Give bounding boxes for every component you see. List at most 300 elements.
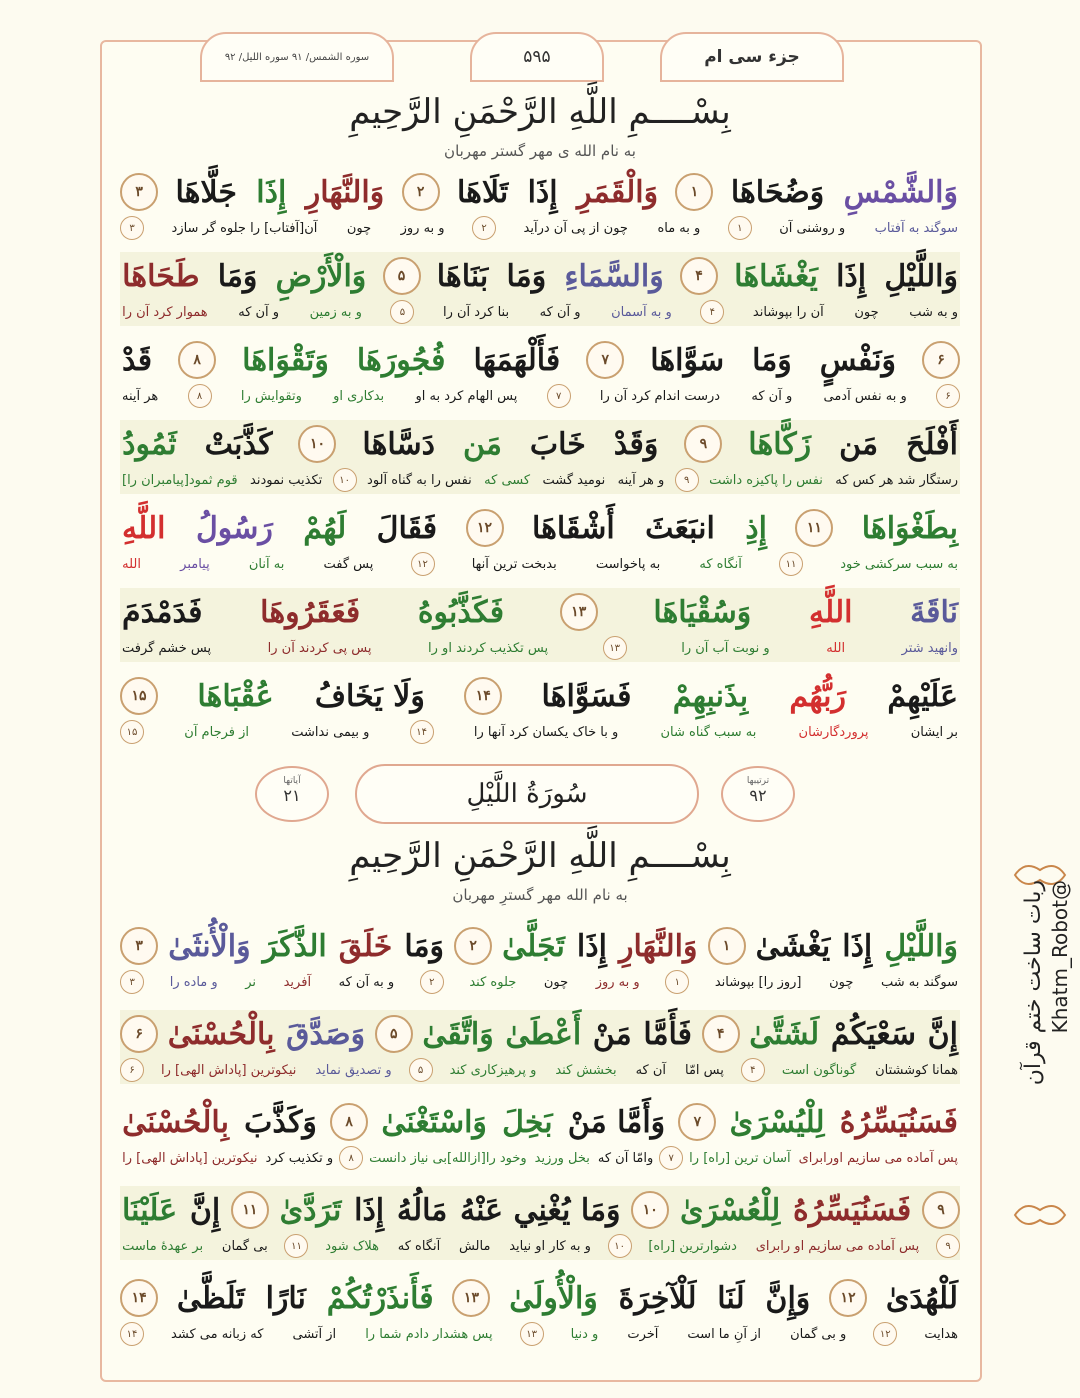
arabic-word: فَعَقَرُوهَا bbox=[260, 594, 361, 630]
verse-row bbox=[120, 1186, 960, 1260]
translation-phrase: دشوارترین [راه] bbox=[648, 1238, 737, 1254]
arabic-word: وَلَا يَخَافُ bbox=[314, 678, 425, 714]
translation-phrase: پروردگارشان bbox=[798, 724, 869, 740]
translation-phrase: پس الهام کرد به او bbox=[415, 388, 518, 404]
translation-phrase: پس هشدار دادم شما را bbox=[365, 1326, 493, 1342]
translation-phrase: همانا کوششتان bbox=[875, 1062, 958, 1078]
verse-number-marker: ۲ bbox=[402, 173, 440, 211]
verse-number-marker: ۱۳ bbox=[520, 1322, 544, 1346]
verse-number-marker: ۴ bbox=[680, 257, 718, 295]
arabic-word: أَشْقَاهَا bbox=[531, 510, 615, 546]
arabic-word: فَكَذَّبُوهُ bbox=[417, 594, 505, 630]
arabic-word: بِطَغْوَاهَا bbox=[861, 510, 958, 546]
translation-phrase: و تکذیب کرد bbox=[265, 1150, 334, 1166]
arabic-line bbox=[120, 1100, 960, 1144]
translation-phrase: بی گمان bbox=[221, 1238, 268, 1254]
verse-number-marker: ۶ bbox=[922, 341, 960, 379]
arabic-line bbox=[120, 1276, 960, 1320]
translation-phrase: آنگاه که bbox=[699, 556, 742, 572]
verse-row bbox=[120, 1010, 960, 1084]
verse-number-marker: ۸ bbox=[339, 1146, 363, 1170]
verse-number-marker: ۳ bbox=[120, 173, 158, 211]
verse-number-marker: ۱۲ bbox=[466, 509, 504, 547]
verse-number-marker: ۳ bbox=[120, 970, 144, 994]
translation-line bbox=[120, 720, 960, 744]
translation-phrase: هر آینه bbox=[122, 388, 159, 404]
arabic-word: اللَّهِ bbox=[122, 510, 166, 546]
ayat-value: ۲۱ bbox=[283, 786, 301, 805]
arabic-line bbox=[120, 338, 960, 382]
translation-phrase: آخرت bbox=[627, 1326, 659, 1342]
arabic-line bbox=[120, 590, 960, 634]
translation-phrase: و به ماه bbox=[657, 220, 701, 236]
verse-number-marker: ۱۳ bbox=[560, 593, 598, 631]
translation-phrase: به پاخواست bbox=[595, 556, 661, 572]
translation-phrase: و دنیا bbox=[570, 1326, 599, 1342]
translation-phrase: بخل ورزید bbox=[534, 1150, 590, 1166]
verse-number-marker: ۱۳ bbox=[603, 636, 627, 660]
arabic-word: وَالْأُنثَىٰ bbox=[168, 928, 251, 964]
arabic-line bbox=[120, 170, 960, 214]
translation-phrase: و بی گمان bbox=[790, 1326, 847, 1342]
verse-row bbox=[120, 588, 960, 662]
arabic-word: فَأَنذَرْتُكُمْ bbox=[326, 1280, 434, 1316]
sura-names-header: سوره الشمس/ ۹۱ سوره اللیل/ ۹۲ bbox=[200, 32, 394, 82]
translation-phrase: چون bbox=[829, 974, 854, 990]
verse-number-marker: ۹ bbox=[684, 425, 722, 463]
translation-line bbox=[120, 300, 960, 324]
arabic-word: بَخِلَ bbox=[502, 1104, 553, 1140]
verse-number-marker: ۵ bbox=[383, 257, 421, 295]
verse-number-marker: ۱ bbox=[708, 927, 746, 965]
arabic-word: وَاللَّيْلِ bbox=[884, 258, 958, 294]
arabic-line bbox=[120, 254, 960, 298]
arabic-word: فَدَمْدَمَ bbox=[122, 594, 203, 630]
ayat-count-badge bbox=[255, 766, 329, 822]
translation-phrase: و به کار او نیاید bbox=[509, 1238, 591, 1254]
arabic-word: لَنَا bbox=[717, 1280, 745, 1316]
arabic-word: فَسَوَّاهَا bbox=[541, 678, 632, 714]
arabic-word: وَاسْتَغْنَىٰ bbox=[381, 1104, 487, 1140]
verse-number-marker: ۱ bbox=[728, 216, 752, 240]
arabic-word: وَالنَّهَارِ bbox=[618, 928, 698, 964]
sura-title-band bbox=[255, 762, 795, 824]
translation-phrase: آسان ترین [راه] را bbox=[689, 1150, 791, 1166]
arabic-word: وَالشَّمْسِ bbox=[843, 174, 958, 210]
verse-number-marker: ۱۰ bbox=[333, 468, 357, 492]
translation-phrase: و به زمین bbox=[309, 304, 362, 320]
translation-phrase: و روشنی آن bbox=[779, 220, 846, 236]
translation-phrase: قوم ثمود[پیامبران را] bbox=[122, 472, 238, 488]
verse-row bbox=[120, 168, 960, 242]
translation-phrase: که زبانه می کشد bbox=[171, 1326, 264, 1342]
arabic-word: يَغْشَىٰ bbox=[755, 928, 831, 964]
translation-phrase: کسی که bbox=[484, 472, 531, 488]
arabic-word: فَقَالَ bbox=[376, 510, 438, 546]
arabic-word: إِذَا bbox=[836, 258, 867, 294]
arabic-line bbox=[120, 1188, 960, 1232]
verse-number-marker: ۱۱ bbox=[231, 1191, 269, 1229]
translation-phrase: و پرهیزکاری کند bbox=[449, 1062, 537, 1078]
translation-phrase: به آنان bbox=[248, 556, 285, 572]
translation-phrase: به سبب سرکشی خود bbox=[840, 556, 958, 572]
verse-number-marker: ۵ bbox=[409, 1058, 433, 1082]
arabic-word: لَهُمْ bbox=[303, 510, 347, 546]
translation-phrase: و به روز bbox=[595, 974, 640, 990]
bismillah-arabic: بِسْــــمِ اللَّهِ الرَّحْمَنِ الرَّحِيمِ bbox=[349, 92, 731, 132]
arabic-word: زَكَّاهَا bbox=[748, 426, 812, 462]
translation-phrase: وانهید شتر bbox=[901, 640, 958, 656]
translation-phrase: هموار کرد آن را bbox=[122, 304, 208, 320]
arabic-word: اللَّهِ bbox=[808, 594, 853, 630]
arabic-word: الذَّكَرَ bbox=[262, 928, 327, 964]
verse-number-marker: ۱۴ bbox=[464, 677, 502, 715]
arabic-word: وَالْأُولَىٰ bbox=[509, 1280, 598, 1316]
verse-number-marker: ۱۱ bbox=[779, 552, 803, 576]
order-label: ترتيبها bbox=[746, 776, 770, 786]
translation-phrase: گوناگون است bbox=[781, 1062, 857, 1078]
verse-row bbox=[120, 1274, 960, 1348]
translation-phrase: و به روز bbox=[400, 220, 445, 236]
verse-number-marker: ۲ bbox=[454, 927, 492, 965]
arabic-word: وَمَا bbox=[404, 928, 445, 964]
arabic-word: مَن bbox=[839, 426, 879, 462]
translation-line bbox=[120, 384, 960, 408]
arabic-word: فُجُورَهَا bbox=[356, 342, 446, 378]
arabic-word: لِلْيُسْرَىٰ bbox=[729, 1104, 825, 1140]
arabic-word: وَصَدَّقَ bbox=[286, 1016, 366, 1052]
arabic-word: عَلَيْهِمْ bbox=[887, 678, 958, 714]
translation-phrase: پس امّا bbox=[685, 1062, 724, 1078]
verse-number-marker: ۱۰ bbox=[298, 425, 336, 463]
arabic-word: وَتَقْوَاهَا bbox=[242, 342, 329, 378]
arabic-word: وَالنَّهَارِ bbox=[305, 174, 385, 210]
sura-order-badge bbox=[721, 766, 795, 822]
arabic-word: تَجَلَّىٰ bbox=[502, 928, 565, 964]
arabic-word: ثَمُودُ bbox=[122, 426, 177, 462]
translation-phrase: آنگاه که bbox=[397, 1238, 441, 1254]
arabic-word: أَفْلَحَ bbox=[906, 426, 958, 462]
arabic-word: رَسُولُ bbox=[195, 510, 273, 546]
verse-number-marker: ۱۴ bbox=[120, 1322, 144, 1346]
translation-phrase: آن که bbox=[635, 1062, 667, 1078]
arabic-word: سَوَّاهَا bbox=[650, 342, 725, 378]
translation-phrase: و به نفس آدمی bbox=[823, 388, 907, 404]
verse-number-marker: ۷ bbox=[659, 1146, 683, 1170]
juz-label: جزء سی ام bbox=[660, 32, 844, 82]
verse-number-marker: ۹ bbox=[936, 1234, 960, 1258]
translation-phrase: و نوبت آب آن را bbox=[681, 640, 770, 656]
arabic-word: مَنْ bbox=[592, 1016, 632, 1052]
arabic-word: إِذَا bbox=[256, 174, 287, 210]
translation-phrase: و بیمی نداشت bbox=[291, 724, 370, 740]
arabic-word: وَمَا bbox=[752, 342, 792, 378]
translation-phrase: چون bbox=[543, 974, 569, 990]
arabic-word: مَن bbox=[463, 426, 502, 462]
arabic-line bbox=[120, 506, 960, 550]
verse-number-marker: ۱ bbox=[665, 970, 689, 994]
arabic-word: يَغْشَاهَا bbox=[734, 258, 818, 294]
arabic-word: خَلَقَ bbox=[338, 928, 393, 964]
verse-number-marker: ۷ bbox=[547, 384, 571, 408]
arabic-word: وَكَذَّبَ bbox=[244, 1104, 317, 1140]
translation-line bbox=[120, 1322, 960, 1346]
verse-number-marker: ۳ bbox=[120, 927, 158, 965]
translation-phrase: پس تکذیب کردند او را bbox=[428, 640, 549, 656]
arabic-word: إِنَّ bbox=[189, 1192, 221, 1228]
translation-phrase: آن[آفتاب] را جلوه گر سازد bbox=[171, 220, 318, 236]
translation-phrase: پس آماده می سازیم اورابرای bbox=[798, 1150, 958, 1166]
arabic-line bbox=[120, 1012, 960, 1056]
translation-phrase: و آن که bbox=[238, 304, 280, 320]
verse-row bbox=[120, 922, 960, 996]
arabic-word: إِذَا bbox=[576, 928, 607, 964]
translation-phrase: و به شب bbox=[909, 304, 958, 320]
arabic-word: وَقَدْ bbox=[613, 426, 659, 462]
translation-line bbox=[120, 1058, 960, 1082]
arabic-word: وَمَا bbox=[217, 258, 258, 294]
verse-number-marker: ۲ bbox=[472, 216, 496, 240]
translation-phrase: از آنِ ما است bbox=[687, 1326, 762, 1342]
translation-phrase: چون bbox=[854, 304, 879, 320]
verse-number-marker: ۱۲ bbox=[873, 1322, 897, 1346]
verse-number-marker: ۷ bbox=[586, 341, 624, 379]
translation-line bbox=[120, 216, 960, 240]
translation-phrase: و هر آینه bbox=[617, 472, 665, 488]
verse-number-marker: ۸ bbox=[188, 384, 212, 408]
verse-row bbox=[120, 504, 960, 578]
verse-number-marker: ۱۰ bbox=[608, 1234, 632, 1258]
bottom-ornament-icon bbox=[1010, 1200, 1070, 1230]
verse-number-marker: ۱۵ bbox=[120, 720, 144, 744]
verse-number-marker: ۹ bbox=[675, 468, 699, 492]
arabic-word: طَحَاهَا bbox=[122, 258, 200, 294]
translation-phrase: سوگند به شب bbox=[880, 974, 958, 990]
translation-phrase: هدایت bbox=[924, 1326, 958, 1342]
arabic-word: فَسَنُيَسِّرُهُ bbox=[793, 1192, 912, 1228]
translation-phrase: و به آسمان bbox=[611, 304, 672, 320]
arabic-word: وَالسَّمَاءِ bbox=[564, 258, 664, 294]
translation-phrase: آفرید bbox=[283, 974, 312, 990]
arabic-word: وَإِنَّ bbox=[765, 1280, 811, 1316]
arabic-word: إِنَّ bbox=[927, 1016, 958, 1052]
arabic-word: رَبُّهُم bbox=[789, 678, 846, 714]
verse-number-marker: ۵ bbox=[390, 300, 414, 324]
translation-phrase: از آتشی bbox=[292, 1326, 337, 1342]
translation-phrase: بر عهدهٔ ماست bbox=[122, 1238, 204, 1254]
translation-phrase: الله bbox=[826, 640, 846, 656]
bismillah-translation: به نام الله ی مهر گستر مهربان bbox=[444, 142, 636, 160]
translation-line bbox=[120, 1146, 960, 1170]
translation-phrase: چون از پی آن درآید bbox=[523, 220, 628, 236]
arabic-line bbox=[120, 924, 960, 968]
translation-phrase: وخود را[ازالله]بی نیاز دانست bbox=[369, 1150, 527, 1166]
arabic-word: بَنَاهَا bbox=[436, 258, 489, 294]
translation-phrase: الله bbox=[122, 556, 141, 572]
translation-phrase: بر ایشان bbox=[910, 724, 958, 740]
arabic-word: إِذَا bbox=[842, 928, 873, 964]
translation-phrase: و آن که bbox=[751, 388, 793, 404]
translation-line bbox=[120, 468, 960, 492]
arabic-word: قَدْ bbox=[122, 342, 153, 378]
arabic-word: إِذَا bbox=[354, 1192, 385, 1228]
translation-phrase: پس گفت bbox=[323, 556, 374, 572]
verse-number-marker: ۲ bbox=[420, 970, 444, 994]
arabic-word: نَارًا bbox=[265, 1280, 306, 1316]
translation-phrase: و ماده را bbox=[169, 974, 218, 990]
translation-phrase: نر bbox=[245, 974, 257, 990]
arabic-word: فَسَنُيَسِّرُهُ bbox=[839, 1104, 958, 1140]
arabic-word: إِذِ bbox=[745, 510, 767, 546]
arabic-line bbox=[120, 422, 960, 466]
arabic-word: وَأَمَّا مَنْ bbox=[567, 1104, 666, 1140]
arabic-word: وَالْقَمَرِ bbox=[577, 174, 659, 210]
translation-phrase: نفس را پاکیزه داشت bbox=[709, 472, 823, 488]
arabic-word: سَعْيَكُمْ bbox=[830, 1016, 917, 1052]
bismillah-translation-2: به نام الله مهر گسترِ مهربان bbox=[452, 886, 628, 904]
translation-phrase: مالش bbox=[458, 1238, 491, 1254]
verse-number-marker: ۶ bbox=[120, 1058, 144, 1082]
translation-phrase: بخشش کند bbox=[555, 1062, 617, 1078]
translation-phrase: نیکوترین [پاداش الهی] را bbox=[160, 1062, 297, 1078]
verse-number-marker: ۱۲ bbox=[829, 1279, 867, 1317]
arabic-word: وَضُحَاهَا bbox=[730, 174, 825, 210]
translation-phrase: نومید گشت bbox=[542, 472, 606, 488]
verse-number-marker: ۳ bbox=[120, 216, 144, 240]
translation-phrase: آن را بپوشاند bbox=[752, 304, 824, 320]
arabic-word: وَاللَّيْلِ bbox=[884, 928, 958, 964]
sura-title: سُورَةُ اللَّيْلِ bbox=[355, 764, 699, 824]
arabic-word: تَلَاهَا bbox=[456, 174, 509, 210]
arabic-word: فَأَلْهَمَهَا bbox=[473, 342, 561, 378]
translation-line bbox=[120, 636, 960, 660]
arabic-word: وَنَفْسٍ bbox=[819, 342, 897, 378]
watermark-title: ربات ساخت ختم قرآن bbox=[1021, 880, 1046, 1086]
arabic-word: لِلْعُسْرَىٰ bbox=[679, 1192, 781, 1228]
arabic-word: وَمَا يُغْنِي عَنْهُ bbox=[460, 1192, 621, 1228]
arabic-word: دَسَّاهَا bbox=[362, 426, 436, 462]
verse-number-marker: ۱ bbox=[675, 173, 713, 211]
translation-phrase: رستگار شد هر کس که bbox=[835, 472, 958, 488]
translation-phrase: و با خاک یکسان کرد آنها را bbox=[473, 724, 619, 740]
arabic-word: جَلَّاهَا bbox=[175, 174, 237, 210]
translation-line bbox=[120, 970, 960, 994]
translation-phrase: هلاک شود bbox=[325, 1238, 379, 1254]
translation-phrase: جلوه کند bbox=[469, 974, 517, 990]
translation-phrase: درست اندام کرد آن را bbox=[599, 388, 721, 404]
arabic-word: نَاقَةَ bbox=[910, 594, 958, 630]
arabic-word: بِالْحُسْنَىٰ bbox=[122, 1104, 229, 1140]
verse-number-marker: ۱۱ bbox=[795, 509, 833, 547]
verse-number-marker: ۱۵ bbox=[120, 677, 158, 715]
translation-phrase: نفس را به گناه آلود bbox=[367, 472, 472, 488]
translation-phrase: چون bbox=[346, 220, 372, 236]
arabic-word: أَعْطَىٰ bbox=[505, 1016, 582, 1052]
translation-line bbox=[120, 552, 960, 576]
arabic-word: عَلَيْنَا bbox=[122, 1192, 178, 1228]
verse-row bbox=[120, 336, 960, 410]
translation-phrase: وتقوایش را bbox=[240, 388, 302, 404]
arabic-word: وَمَا bbox=[506, 258, 547, 294]
verse-number-marker: ۴ bbox=[700, 300, 724, 324]
verse-number-marker: ۱۴ bbox=[410, 720, 434, 744]
arabic-word: انبَعَثَ bbox=[645, 510, 715, 546]
verse-row bbox=[120, 1098, 960, 1172]
translation-line bbox=[120, 1234, 960, 1258]
verse-number-marker: ۱۱ bbox=[284, 1234, 308, 1258]
verse-row bbox=[120, 252, 960, 326]
arabic-word: وَالْأَرْضِ bbox=[275, 258, 367, 294]
verse-number-marker: ۱۳ bbox=[452, 1279, 490, 1317]
translation-phrase: و تصدیق نماید bbox=[315, 1062, 392, 1078]
translation-phrase: بدکاری او bbox=[333, 388, 385, 404]
translation-phrase: [روز را] بپوشاند bbox=[714, 974, 802, 990]
arabic-word: لَلْهُدَىٰ bbox=[885, 1280, 958, 1316]
arabic-word: فَأَمَّا bbox=[643, 1016, 693, 1052]
arabic-word: مَالُهُ bbox=[396, 1192, 448, 1228]
translation-phrase: بنا کرد آن را bbox=[442, 304, 510, 320]
watermark-handle: @Khatm_Robot bbox=[1048, 880, 1072, 1034]
arabic-word: لَلْآخِرَةَ bbox=[618, 1280, 697, 1316]
verse-number-marker: ۸ bbox=[178, 341, 216, 379]
ayat-label: آياتها bbox=[283, 776, 301, 786]
bismillah-arabic-2: بِسْــــمِ اللَّهِ الرَّحْمَنِ الرَّحِيمِ bbox=[349, 836, 731, 876]
translation-phrase: و به آن که bbox=[338, 974, 395, 990]
translation-phrase: نیکوترین [پاداش الهی] را bbox=[122, 1150, 258, 1166]
translation-phrase: تکذیب نمودند bbox=[250, 472, 323, 488]
order-value: ۹۲ bbox=[749, 786, 767, 805]
translation-phrase: پس پی کردند آن را bbox=[267, 640, 372, 656]
arabic-word: بِالْحُسْنَىٰ bbox=[167, 1016, 275, 1052]
translation-phrase: پس خشم گرفت bbox=[122, 640, 212, 656]
translation-phrase: سوگند به آفتاب bbox=[874, 220, 958, 236]
arabic-word: إِذَا bbox=[527, 174, 558, 210]
translation-phrase: پس آماده می سازیم او رابرای bbox=[755, 1238, 920, 1254]
arabic-line bbox=[120, 674, 960, 718]
page-number: ۵۹۵ bbox=[470, 32, 604, 82]
verse-number-marker: ۴ bbox=[741, 1058, 765, 1082]
arabic-word: تَلَظَّىٰ bbox=[176, 1280, 245, 1316]
translation-phrase: پیامبر bbox=[180, 556, 210, 572]
arabic-word: عُقْبَاهَا bbox=[197, 678, 274, 714]
verse-number-marker: ۱۲ bbox=[411, 552, 435, 576]
verse-number-marker: ۸ bbox=[330, 1103, 368, 1141]
verse-number-marker: ۵ bbox=[375, 1015, 413, 1053]
verse-number-marker: ۶ bbox=[936, 384, 960, 408]
verse-number-marker: ۶ bbox=[120, 1015, 158, 1053]
translation-phrase: به سبب گناه شان bbox=[660, 724, 757, 740]
arabic-word: تَرَدَّىٰ bbox=[279, 1192, 342, 1228]
arabic-word: وَاتَّقَىٰ bbox=[422, 1016, 494, 1052]
arabic-word: وَسُقْيَاهَا bbox=[653, 594, 752, 630]
translation-phrase: از فرجام آن bbox=[184, 724, 250, 740]
verse-row bbox=[120, 672, 960, 746]
verse-number-marker: ۷ bbox=[678, 1103, 716, 1141]
arabic-word: بِذَنبِهِمْ bbox=[672, 678, 749, 714]
translation-phrase: بدبخت ترین آنها bbox=[471, 556, 557, 572]
page-header bbox=[200, 32, 840, 82]
arabic-word: كَذَّبَتْ bbox=[204, 426, 273, 462]
verse-number-marker: ۹ bbox=[922, 1191, 960, 1229]
verse-number-marker: ۱۴ bbox=[120, 1279, 158, 1317]
arabic-word: خَابَ bbox=[529, 426, 586, 462]
translation-phrase: وامّا آن که bbox=[597, 1150, 654, 1166]
translation-phrase: و آن که bbox=[539, 304, 581, 320]
verse-row bbox=[120, 420, 960, 494]
arabic-word: لَشَتَّىٰ bbox=[749, 1016, 820, 1052]
verse-number-marker: ۱۰ bbox=[631, 1191, 669, 1229]
verse-number-marker: ۴ bbox=[702, 1015, 740, 1053]
